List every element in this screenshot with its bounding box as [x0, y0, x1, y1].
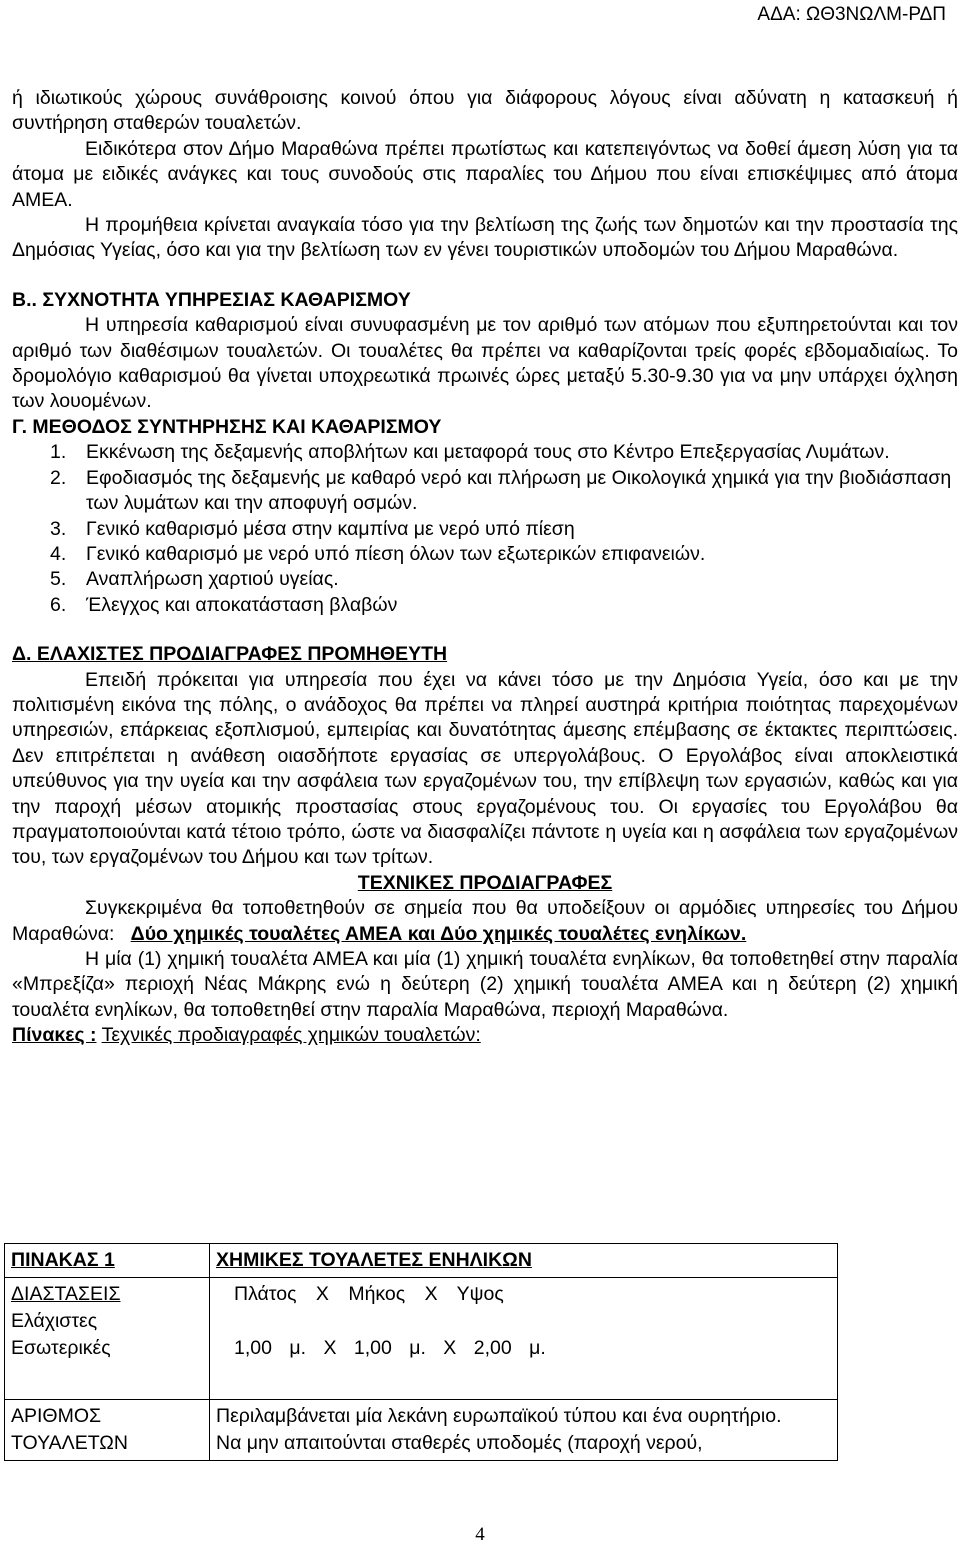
table-row — [5, 1400, 838, 1461]
tech-specs-heading: ΤΕΧΝΙΚΕΣ ΠΡΟΔΙΑΓΡΑΦΕΣ — [357, 871, 613, 894]
table-row — [5, 1244, 838, 1278]
tech-paragraph-1: Συγκεκριμένα θα τοποθετηθούν σε σημεία που θα υποδείξουν οι αρμόδιες υπηρεσίες του Δήμου Μαραθώνα: Δύο χημικές τουαλέτες ΑΜΕΑ και Δύο χημικές τουαλέτες ενηλίκων. — [12, 897, 958, 945]
spec-table — [4, 1243, 838, 1461]
table-header-cell: ΠΙΝΑΚΑΣ 1 — [5, 1244, 210, 1278]
table-header-cell: ΧΗΜΙΚΕΣ ΤΟΥΑΛΕΤΕΣ ΕΝΗΛΙΚΩΝ — [210, 1244, 838, 1278]
list-item: 2. Εφοδιασμός της δεξαμενής με καθαρό νερό και πλήρωση με Οικολογικά χημικά για την βιοδιάσπαση των λυμάτων και την αποφυγή οσμών. — [50, 466, 952, 515]
list-item: 3. Γενικό καθαρισμό μέσα στην καμπίνα με νερό υπό πίεση — [50, 517, 575, 540]
page-number: 4 — [475, 1524, 485, 1545]
tech-highlight: Δύο χημικές τουαλέτες ΑΜΕΑ και Δύο χημικές τουαλέτες ενηλίκων. — [130, 922, 747, 945]
section-b-heading: Β.. ΣΥΧΝΟΤΗΤΑ ΥΠΗΡΕΣΙΑΣ ΚΑΘΑΡΙΣΜΟΥ — [12, 288, 411, 311]
table-cell: Περιλαμβάνεται μία λεκάνη ευρωπαϊκού τύπου και ένα ουρητήριο. Να μην απαιτούνται σταθερές υποδομές (παροχή νερού, — [210, 1400, 838, 1461]
ada-code: ΑΔΑ: ΩΘ3ΝΩΛΜ-ΡΔΠ — [757, 4, 946, 25]
section-d-heading: Δ. ΕΛΑΧΙΣΤΕΣ ΠΡΟΔΙΑΓΡΑΦΕΣ ΠΡΟΜΗΘΕΥΤΗ — [12, 643, 448, 666]
intro-paragraph-3: Η προμήθεια κρίνεται αναγκαία τόσο για την βελτίωση της ζωής των δημοτών και την προστασία της Δημόσιας Υγείας, όσο και για την βελτίωση των εν γένει τουριστικών υποδομών του Δήμου Μαραθώνα. — [12, 214, 958, 262]
intro-paragraph-1: ή ιδιωτικούς χώρους συνάθροισης κοινού όπου για διάφορους λόγους είναι αδύνατη η κατασκευή ή συντήρηση σταθερών τουαλετών. — [12, 87, 958, 135]
table-row — [5, 1278, 838, 1400]
document-body — [12, 86, 958, 1049]
tables-caption: Πίνακες : Τεχνικές προδιαγραφές χημικών τουαλετών: — [12, 1024, 481, 1047]
maintenance-list — [12, 440, 958, 618]
list-item: 4. Γενικό καθαρισμό με νερό υπό πίεση όλων των εξωτερικών επιφανειών. — [50, 542, 706, 565]
list-item: 1. Εκκένωση της δεξαμενής αποβλήτων και μεταφορά τους στο Κέντρο Επεξεργασίας Λυμάτων. — [50, 441, 890, 464]
section-c-heading: Γ. ΜΕΘΟΔΟΣ ΣΥΝΤΗΡΗΣΗΣ ΚΑΙ ΚΑΘΑΡΙΣΜΟΥ — [12, 415, 442, 438]
list-item: 5. Αναπλήρωση χαρτιού υγείας. — [50, 568, 339, 591]
tech-paragraph-2: Η μία (1) χημική τουαλέτα ΑΜΕΑ και μία (1) χημική τουαλέτα ενηλίκων, θα τοποθετηθεί στην παραλία «Μπρεξίζα» περιοχή Νέας Μάκρης ενώ η δεύτερη (2) χημική τουαλέτα ΑΜΕΑ και η δεύτερη (2) χημική τουαλέτα ενηλίκων, θα τοποθετηθεί στην παραλία Μαραθώνα, περιοχή Μαραθώνα. — [12, 948, 958, 1021]
section-d-text: Επειδή πρόκειται για υπηρεσία που έχει να κάνει τόσο με την Δημόσια Υγεία, όσο και με την πολιτισμένη εικόνα της πόλης, ο ανάδοχος θα πρέπει να πληρεί αυστηρά κριτήρια ποιότητας παρεχομένων υπηρεσιών, επάρκειας εξοπλισμού, εμπειρίας και δυνατότητας άμεσης επέμβασης σε έκτακτες περιπτώσεις. Δεν επιτρέπεται η ανάθεση οιασδήποτε εργασίας σε υπεργολάβους. Ο Εργολάβος είναι αποκλειστικά υπεύθυνος για την υγεία και την ασφάλεια των εργαζομένων του, την επίβλεψη των εργασιών, καθώς και για την παροχή μέσων ατομικής προστασίας στους εργαζομένους του. Οι εργασίες του Εργολάβου θα πραγματοποιούνται κατά τέτοιο τρόπο, ώστε να διασφαλίζει πάντοτε η υγεία και η ασφάλεια των εργαζομένων του, των εργαζομένων του Δήμου και των τρίτων. — [12, 668, 958, 869]
section-b-text: Η υπηρεσία καθαρισμού είναι συνυφασμένη με τον αριθμό των ατόμων που εξυπηρετούνται και τον αριθμό των διαθέσιμων τουαλετών. Οι τουαλέτες θα πρέπει να καθαρίζονται τρείς φορές εβδομαδιαίως. Το δρομολόγιο καθαρισμού θα γίνεται υποχρεωτικά πρωινές ώρες μεταξύ 5.30-9.30 για να μην υπάρχει όχληση των λουομένων. — [12, 314, 958, 413]
intro-paragraph-2: Ειδικότερα στον Δήμο Μαραθώνα πρέπει πρωτίστως και κατεπειγόντως να δοθεί άμεση λύση για τα άτομα με ειδικές ανάγκες και τους συνοδούς στις παραλίες του Δήμου που είναι επισκέψιμες από άτομα ΑΜΕΑ. — [12, 137, 958, 211]
table-cell: ΑΡΙΘΜΟΣ ΤΟΥΑΛΕΤΩΝ — [5, 1400, 210, 1461]
table-cell: ΔΙΑΣΤΑΣΕΙΣ Ελάχιστες Εσωτερικές — [5, 1278, 210, 1400]
table-cell: Πλάτος Χ Μήκος Χ Υψος 1,00 μ. Χ 1,00 μ. Χ 2,00 μ. — [210, 1278, 838, 1400]
list-item: 6. Έλεγχος και αποκατάσταση βλαβών — [50, 593, 398, 616]
